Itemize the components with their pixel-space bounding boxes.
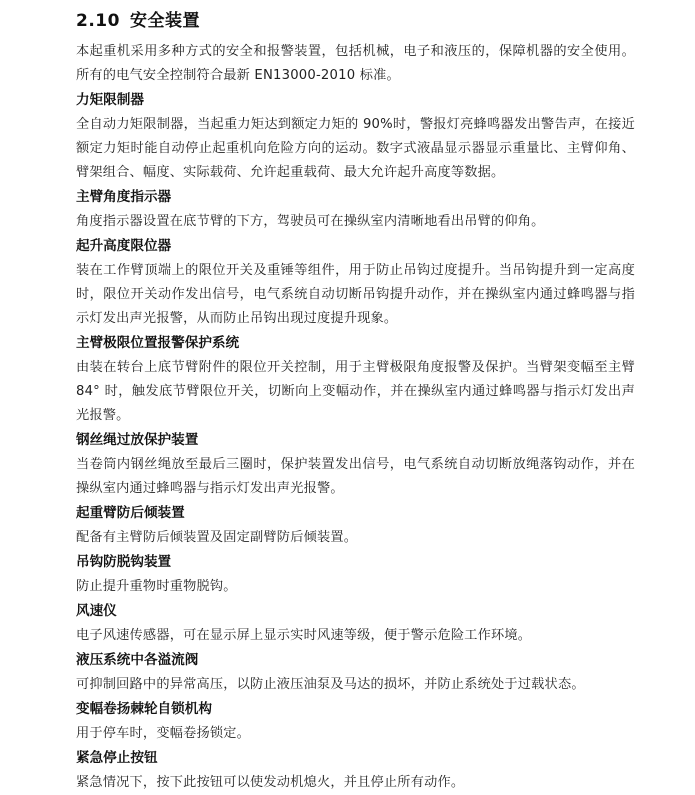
section-number: 2.10	[76, 11, 120, 31]
item-boom-angle-indicator	[76, 185, 635, 234]
item-body: 防止提升重物时重物脱钩。	[76, 579, 237, 594]
item-body: 配备有主臂防后倾装置及固定副臂防后倾装置。	[76, 530, 358, 545]
item-heading: 变幅卷扬棘轮自锁机构	[76, 701, 212, 717]
item-heading: 钢丝绳过放保护装置	[76, 432, 199, 448]
item-heading: 主臂极限位置报警保护系统	[76, 335, 240, 351]
item-body: 装在工作臂顶端上的限位开关及重锤等组件，用于防止吊钩过度提升。当吊钩提升到一定高度时，限位开关动作发出信号，电气系统自动切断吊钩提升动作，并在操纵室内通过蜂鸣器与指示灯发出声光报警，从而防止吊钩出现过度提升现象。	[76, 263, 635, 326]
item-emergency-stop	[76, 746, 635, 795]
item-anemometer	[76, 599, 635, 648]
section-title	[76, 8, 635, 34]
item-hook-safety-latch	[76, 550, 635, 599]
item-rope-overrelease-protection	[76, 428, 635, 501]
section-intro: 本起重机采用多种方式的安全和报警装置，包括机械，电子和液压的，保障机器的安全使用。所有的电气安全控制符合最新 EN13000-2010 标准。	[76, 44, 635, 83]
item-boom-backstop	[76, 501, 635, 550]
item-luffing-ratchet-lock	[76, 697, 635, 746]
item-heading: 力矩限制器	[76, 92, 144, 108]
item-boom-limit-alarm	[76, 331, 635, 428]
item-heading: 吊钩防脱钩装置	[76, 554, 172, 570]
item-body: 全自动力矩限制器，当起重力矩达到额定力矩的 90%时，警报灯亮蜂鸣器发出警告声，在接近额定力矩时能自动停止起重机向危险方向的运动。数字式液晶显示器显示重量比、主臂仰角、臂架组合、幅度、实际载荷、允许起重载荷、最大允许起升高度等数据。	[76, 117, 635, 180]
item-heading: 风速仪	[76, 603, 117, 619]
item-heading: 起升高度限位器	[76, 238, 172, 254]
item-heading: 主臂角度指示器	[76, 189, 172, 205]
item-torque-limiter	[76, 88, 635, 185]
item-heading: 液压系统中各溢流阀	[76, 652, 199, 668]
item-heading: 紧急停止按钮	[76, 750, 158, 766]
item-relief-valves	[76, 648, 635, 697]
item-body: 电子风速传感器，可在显示屏上显示实时风速等级，便于警示危险工作环境。	[76, 628, 532, 643]
item-body: 紧急情况下，按下此按钮可以使发动机熄火，并且停止所有动作。	[76, 775, 465, 790]
item-body: 当卷筒内钢丝绳放至最后三圈时，保护装置发出信号，电气系统自动切断放绳落钩动作，并在操纵室内通过蜂鸣器与指示灯发出声光报警。	[76, 457, 635, 496]
item-hoist-height-limiter	[76, 234, 635, 331]
item-body: 可抑制回路中的异常高压，以防止液压油泵及马达的损坏，并防止系统处于过载状态。	[76, 677, 585, 692]
item-heading: 起重臂防后倾装置	[76, 505, 185, 521]
item-body: 用于停车时，变幅卷扬锁定。	[76, 726, 251, 741]
item-body: 角度指示器设置在底节臂的下方，驾驶员可在操纵室内清晰地看出吊臂的仰角。	[76, 214, 545, 229]
section-title-text: 安全装置	[129, 11, 200, 31]
item-body: 由装在转台上底节臂附件的限位开关控制，用于主臂极限角度报警及保护。当臂架变幅至主臂 84° 时，触发底节臂限位开关，切断向上变幅动作，并在操纵室内通过蜂鸣器与指示灯发出声光报警。	[76, 360, 635, 423]
